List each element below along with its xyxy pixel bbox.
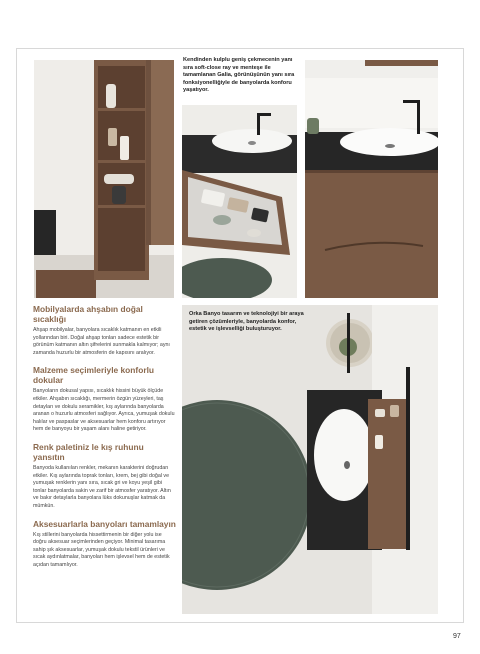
section-wood: [33, 304, 176, 357]
article-column: [33, 304, 176, 577]
photo-caption-top: Kendinden kulplu geniş çekmecenin yanı sıra soft-close ray ve menteşe ile tamamlanan Galia, görünüşünün yanı sıra fonksiyonelliğiyle de banyolarda konforu yaşatıyor.: [183, 57, 295, 94]
section-body: Banyoların dokusal yapısı, sıcaklık hissini büyük ölçüde etkiler. Ahşabın sıcaklığı, mermerin özgün yüzeyleri, taş detayları ve dokulu seramikler, kış aylarında banyolarda aranan o huzurlu atmosferi sağlıyor. Ayrıca, yumuşak dokulu halılar ve paspaslar ve aksesuarlar hem konforu artırıyor hem de banyoyu bir yaşam alanı haline getiriyor.: [33, 388, 175, 433]
section-colors: [33, 442, 176, 511]
photo-wooden-shelf-cabinet: [34, 60, 174, 298]
section-heading: Malzeme seçimleriyle konforlu dokular: [33, 365, 155, 386]
photo-basin-vanity: [305, 60, 438, 298]
section-materials: [33, 365, 176, 434]
section-heading: Mobilyalarda ahşabın doğal sıcaklığı: [33, 304, 143, 324]
section-body: Banyoda kullanılan renkler, mekanın karakterini doğrudan etkiler. Kış aylarında toprak tonları, krem, bej gibi doğal ve yumuşak renklerin yanı sıra, sıcak gri ve koyu yeşil gibi tonlar banyolarda sakin ve zarif bir atmosfer yaratıyor. Altın ve bakır detaylarla banyolara lüks dokunuşlar katmak da mümkün.: [33, 464, 171, 509]
section-accessories: [33, 519, 176, 570]
photo-top-view-vanity: [182, 305, 438, 614]
photo-open-drawer: [182, 105, 297, 298]
page-number: 97: [453, 633, 461, 640]
section-heading: Aksesuarlarla banyoları tamamlayın: [33, 518, 176, 529]
section-body: Ahşap mobilyalar, banyolara sıcaklık katmanın en etkili yollarından biri. Doğal ahşap tonları sadece estetik bir görünüm katmanın altın şifrelerini sunmakla kalmıyor; aynı zamanda huzurlu bir atmosferin de kapısını aralıyor.: [33, 327, 170, 356]
section-body: Kış stillerini banyolarda hissettirmenin bir diğer yolu ise doğru aksesuar seçimlerinden geçiyor. Minimal tasarıma sahip şık aksesuarlar, yumuşak dokulu tekstil ürünleri ve sıcak aydınlatmalar, banyoları hem işlevsel hem de estetik açıdan tamamlıyor.: [33, 531, 170, 568]
photo-caption-middle: Orka Banyo tasarım ve teknolojiyi bir araya getiren çözümleriyle, banyolarda konfor, estetik ve işlevselliği buluşturuyor.: [189, 311, 304, 333]
section-heading: Renk paletiniz le kış ruhunu yansıtın: [33, 441, 144, 462]
